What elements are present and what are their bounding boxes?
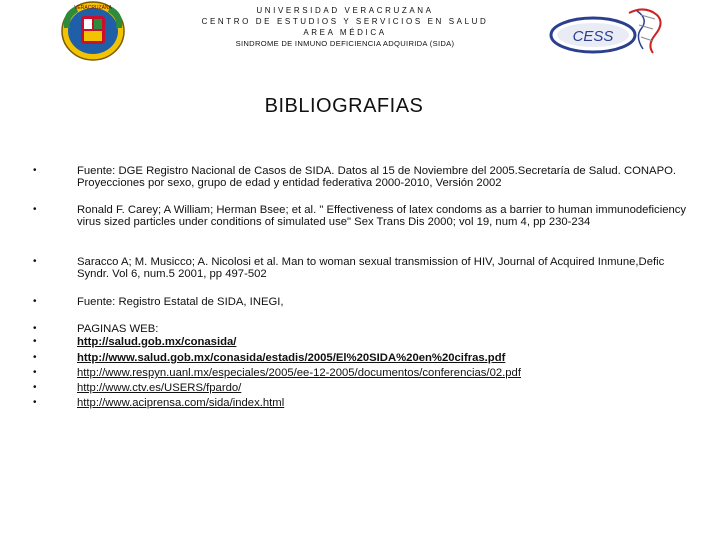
university-name: UNIVERSIDAD VERACRUZANA <box>256 6 434 15</box>
web-link-aciprensa[interactable]: http://www.aciprensa.com/sida/index.html <box>77 397 285 409</box>
web-link-respyn[interactable]: http://www.respyn.uanl.mx/especiales/2005/ee-12-2005/documentos/conferencias/02.pdf <box>77 367 521 379</box>
list-bullet: • <box>33 165 37 176</box>
list-bullet: • <box>33 296 37 307</box>
list-bullet: • <box>33 397 37 408</box>
course-subtitle: SINDROME DE INMUNO DEFICIENCIA ADQUIRIDA (SIDA) <box>235 39 455 48</box>
list-bullet: • <box>33 367 37 378</box>
list-bullet: • <box>33 323 37 334</box>
center-name: CENTRO DE ESTUDIOS Y SERVICIOS EN SALUD <box>201 17 489 26</box>
seal-lettering: VERACRUZANA <box>74 5 112 11</box>
reference-item: Ronald F. Carey; A William; Herman Bsee; et al. " Effectiveness of latex condoms as a barrier to human immunodeficiency virus sized particles under conditions of simulated use" Sex Trans Dis 2000; vol 19, num 4, pp 230-234 <box>77 204 687 228</box>
list-bullet: • <box>33 352 37 363</box>
web-pages-heading: PAGINAS WEB: <box>77 323 159 335</box>
list-bullet: • <box>33 204 37 215</box>
university-seal-logo <box>60 0 126 62</box>
cess-lettering: CESS <box>572 28 614 45</box>
cess-logo <box>545 5 675 57</box>
list-bullet: • <box>33 336 37 347</box>
reference-item: Fuente: Registro Estatal de SIDA, INEGI, <box>77 296 284 308</box>
list-bullet: • <box>33 256 37 267</box>
header-text-block <box>195 5 495 49</box>
list-bullet: • <box>33 382 37 393</box>
page-header <box>0 0 720 60</box>
web-link-ctv[interactable]: http://www.ctv.es/USERS/fpardo/ <box>77 382 242 394</box>
web-link-conasida[interactable]: http://salud.gob.mx/conasida/ <box>77 336 237 348</box>
page-title: BIBLIOGRAFIAS <box>264 95 424 117</box>
reference-item: Fuente: DGE Registro Nacional de Casos de SIDA. Datos al 15 de Noviembre del 2005.Secretaría de Salud. CONAPO. Proyecciones por sexo, grupo de edad y entidad federativa 2000-2010, Versión 2002 <box>77 165 677 189</box>
area-name: AREA MÉDICA <box>303 28 387 37</box>
reference-item: Saracco A; M. Musicco; A. Nicolosi et al. Man to woman sexual transmission of HIV, Journal of Acquired Inmune,Defic Syndr. Vol 6, num.5 2001, pp 497-502 <box>77 256 665 280</box>
web-link-sida-cifras[interactable]: http://www.salud.gob.mx/conasida/estadis/2005/El%20SIDA%20en%20cifras.pdf <box>77 352 506 364</box>
